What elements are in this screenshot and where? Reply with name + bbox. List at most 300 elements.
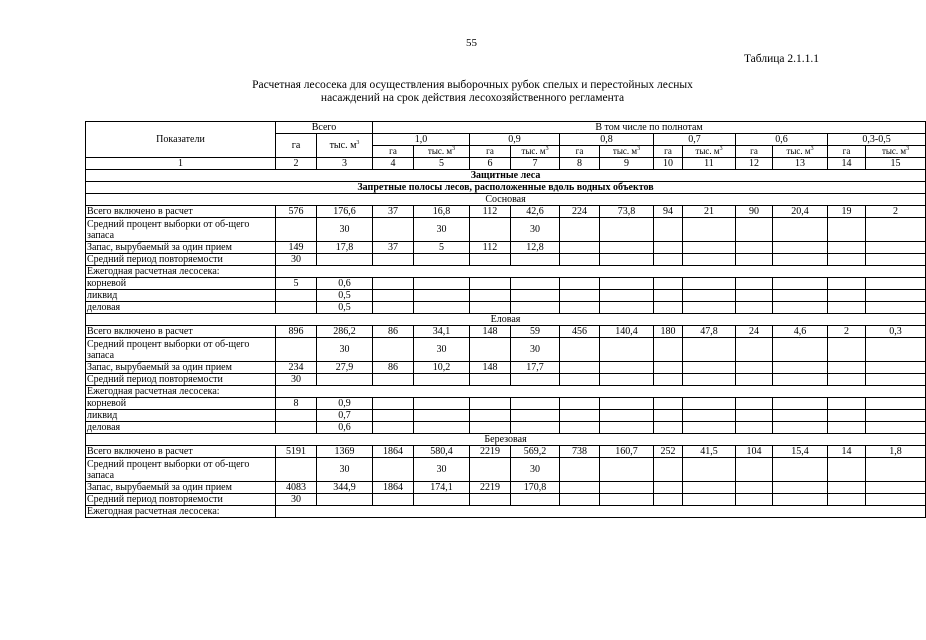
table-cell [736,458,773,482]
table-cell: 37 [373,206,414,218]
table-cell [373,422,414,434]
column-number: 15 [866,158,926,170]
table-cell [276,290,317,302]
row-label: корневой [86,398,276,410]
table-cell [600,410,654,422]
table-cell [414,278,470,290]
table-cell [373,494,414,506]
table-cell [317,494,373,506]
row-label: Запас, вырубаемый за один прием [86,362,276,374]
table-cell [654,338,683,362]
table-cell [828,494,866,506]
table-cell [828,290,866,302]
table-cell: 1369 [317,446,373,458]
table-cell [866,458,926,482]
table-cell: 10,2 [414,362,470,374]
table-cell [683,410,736,422]
column-number: 2 [276,158,317,170]
header-unit-ha: га [736,146,773,158]
table-cell: 30 [276,494,317,506]
header-indicators: Показатели [86,122,276,158]
table-cell [773,338,828,362]
table-cell [736,338,773,362]
table-cell: 42,6 [511,206,560,218]
table-cell: 896 [276,326,317,338]
table-cell: 2219 [470,482,511,494]
table-cell: 148 [470,326,511,338]
table-cell [373,458,414,482]
row-label: Средний период повторяемости [86,374,276,386]
row-label: Средний процент выборки от об-щего запаса [86,218,276,242]
table-cell [560,398,600,410]
table-cell: 104 [736,446,773,458]
table-cell [773,410,828,422]
table-cell [866,302,926,314]
species-group-title-row [86,194,926,206]
table-cell [560,254,600,266]
table-cell: 4,6 [773,326,828,338]
table-cell [600,290,654,302]
table-cell [683,398,736,410]
table-cell: 2 [828,326,866,338]
table-cell: 73,8 [600,206,654,218]
table-cell [773,374,828,386]
table-row [86,386,926,398]
table-cell: 1864 [373,482,414,494]
table-cell: 5 [414,242,470,254]
title-line-2: насаждений на срок действия лесохозяйственного регламента [320,92,625,104]
table-cell [736,362,773,374]
table-cell [654,290,683,302]
table-cell: 252 [654,446,683,458]
table-cell: 738 [560,446,600,458]
column-number: 9 [600,158,654,170]
table-cell [470,338,511,362]
table-row [86,458,926,482]
table-cell [600,278,654,290]
table-cell [600,242,654,254]
header-unit-ha: га [373,146,414,158]
table-row [86,506,926,518]
table-row [86,374,926,386]
table-cell [511,398,560,410]
table-cell [414,290,470,302]
table-cell [470,410,511,422]
table-cell [654,242,683,254]
header-total-tm3: тыс. $м^3$ [317,134,373,158]
column-number: 11 [683,158,736,170]
column-number: 1 [86,158,276,170]
table-cell [511,278,560,290]
table-cell [470,218,511,242]
table-cell [560,482,600,494]
table-cell [736,422,773,434]
table-cell [317,254,373,266]
table-cell [828,458,866,482]
table-cell [600,374,654,386]
table-row [86,338,926,362]
table-cell [373,218,414,242]
table-cell [683,374,736,386]
table-cell [470,302,511,314]
header-unit-tm3: тыс. $м^3$ [414,146,470,158]
row-label: Средний период повторяемости [86,494,276,506]
header-unit-ha: га [560,146,600,158]
table-cell: 0,5 [317,302,373,314]
header-density: 0,9 [470,134,560,146]
table-cell [773,494,828,506]
table-cell [866,422,926,434]
table-cell [470,422,511,434]
table-cell [560,302,600,314]
empty-span-cell [276,386,926,398]
table-cell: 94 [654,206,683,218]
table-cell [560,290,600,302]
table-cell: 2219 [470,446,511,458]
table-cell [414,410,470,422]
row-label: Всего включено в расчет [86,326,276,338]
row-label: корневой [86,278,276,290]
table-cell [276,458,317,482]
row-label: Ежегодная расчетная лесосека: [86,266,276,278]
table-cell: 5191 [276,446,317,458]
table-cell [773,302,828,314]
table-cell [470,254,511,266]
table-cell [683,458,736,482]
table-cell [773,242,828,254]
table-row [86,266,926,278]
table-row [86,494,926,506]
row-label: Запас, вырубаемый за один прием [86,242,276,254]
table-cell [373,302,414,314]
table-cell: 160,7 [600,446,654,458]
table-cell [828,254,866,266]
header-density: 0,8 [560,134,654,146]
table-cell [414,302,470,314]
table-cell [736,482,773,494]
column-number: 7 [511,158,560,170]
header-by-density: В том числе по полнотам [373,122,926,134]
table-cell [866,374,926,386]
table-cell [866,410,926,422]
header-unit-tm3: тыс. $м^3$ [866,146,926,158]
table-cell: 47,8 [683,326,736,338]
table-cell: 16,8 [414,206,470,218]
table-cell: 90 [736,206,773,218]
table-cell [773,422,828,434]
table-cell [470,398,511,410]
table-title [120,79,825,105]
header-total-ha: га [276,134,317,158]
table-cell [828,422,866,434]
table-cell [373,338,414,362]
table-cell [828,482,866,494]
table-cell [560,218,600,242]
table-cell: 30 [317,218,373,242]
table-cell [736,374,773,386]
table-row [86,326,926,338]
table-row [86,410,926,422]
table-cell [600,422,654,434]
table-cell [560,374,600,386]
table-cell: 112 [470,206,511,218]
header-unit-ha: га [828,146,866,158]
table-cell [866,494,926,506]
table-cell [828,278,866,290]
table-cell: 224 [560,206,600,218]
row-label: ликвид [86,290,276,302]
table-cell: 112 [470,242,511,254]
table-cell: 1,8 [866,446,926,458]
table-cell [373,278,414,290]
table-cell [773,482,828,494]
table-cell [773,398,828,410]
table-cell: 30 [511,218,560,242]
table-cell [773,290,828,302]
table-cell: 30 [414,338,470,362]
table-cell [470,374,511,386]
row-label: Средний период повторяемости [86,254,276,266]
table-cell: 86 [373,362,414,374]
table-cell [866,242,926,254]
row-label: Всего включено в расчет [86,446,276,458]
table-cell [511,410,560,422]
table-cell: 5 [276,278,317,290]
table-row [86,302,926,314]
table-cell [560,242,600,254]
subsection-title-row [86,182,926,194]
table-cell [414,398,470,410]
section-title: Защитные леса [86,170,926,182]
page-number: 55 [466,37,477,49]
table-cell [511,374,560,386]
table-cell: 580,4 [414,446,470,458]
table-cell: 170,8 [511,482,560,494]
table-row [86,206,926,218]
table-cell: 19 [828,206,866,218]
row-label: деловая [86,422,276,434]
table-row [86,422,926,434]
column-number: 14 [828,158,866,170]
table-cell [736,242,773,254]
table-cell [654,302,683,314]
table-cell: 12,8 [511,242,560,254]
table-cell: 14 [828,446,866,458]
table-row [86,446,926,458]
table-cell: 149 [276,242,317,254]
table-cell: 344,9 [317,482,373,494]
table-cell [773,278,828,290]
row-label: деловая [86,302,276,314]
table-cell: 0,6 [317,422,373,434]
table-cell [511,422,560,434]
column-number: 5 [414,158,470,170]
column-number: 4 [373,158,414,170]
table-cell [773,254,828,266]
table-cell: 21 [683,206,736,218]
table-cell: 0,5 [317,290,373,302]
table-cell: 569,2 [511,446,560,458]
table-cell [654,398,683,410]
species-group-title: Сосновая [86,194,926,206]
table-cell: 30 [511,338,560,362]
row-label: Запас, вырубаемый за один прием [86,482,276,494]
table-cell [600,458,654,482]
table-cell: 2 [866,206,926,218]
table-cell: 234 [276,362,317,374]
table-cell [373,398,414,410]
table-cell: 30 [276,254,317,266]
table-cell [511,254,560,266]
table-row [86,362,926,374]
header-density: 0,6 [736,134,828,146]
table-cell [683,278,736,290]
table-cell [276,422,317,434]
table-cell [600,362,654,374]
table-cell [373,254,414,266]
empty-span-cell [276,266,926,278]
column-number: 10 [654,158,683,170]
table-label: Таблица 2.1.1.1 [743,53,819,65]
table-cell: 27,9 [317,362,373,374]
table-cell [736,302,773,314]
table-row [86,290,926,302]
table-cell [470,458,511,482]
table-cell [560,458,600,482]
table-cell [470,494,511,506]
table-row [86,218,926,242]
table-cell [414,494,470,506]
table-cell: 8 [276,398,317,410]
table-cell [414,254,470,266]
row-label: Средний процент выборки от об-щего запаса [86,458,276,482]
table-cell [373,290,414,302]
row-label: ликвид [86,410,276,422]
table-cell [736,290,773,302]
table-cell [600,482,654,494]
table-cell: 576 [276,206,317,218]
table-cell [866,218,926,242]
table-cell [866,278,926,290]
table-cell [736,218,773,242]
table-cell [683,362,736,374]
table-cell: 30 [414,218,470,242]
table-cell [414,422,470,434]
table-cell [866,482,926,494]
subsection-title: Запретные полосы лесов, расположенные вдоль водных объектов [86,182,926,194]
table-row [86,254,926,266]
row-label: Средний процент выборки от об-щего запаса [86,338,276,362]
table-cell [600,494,654,506]
table-cell [276,218,317,242]
table-cell [600,398,654,410]
table-cell [683,494,736,506]
table-cell: 24 [736,326,773,338]
table-cell [654,458,683,482]
species-group-title: Еловая [86,314,926,326]
table-cell [736,278,773,290]
title-line-1: Расчетная лесосека для осуществления выборочных рубок спелых и перестойных лесных [252,79,693,91]
table-cell [654,482,683,494]
table-cell [654,278,683,290]
table-cell [560,362,600,374]
table-cell [560,494,600,506]
table-cell [683,422,736,434]
table-cell: 176,6 [317,206,373,218]
table-cell: 174,1 [414,482,470,494]
table-row [86,398,926,410]
table-cell [511,290,560,302]
row-label: Ежегодная расчетная лесосека: [86,386,276,398]
table-cell [600,218,654,242]
table-cell [828,374,866,386]
table-cell: 456 [560,326,600,338]
table-cell: 34,1 [414,326,470,338]
table-cell [276,410,317,422]
table-cell [736,410,773,422]
table-cell [683,482,736,494]
table-cell [683,254,736,266]
table-cell [828,398,866,410]
table-cell [414,374,470,386]
species-group-title: Березовая [86,434,926,446]
header-density: 1,0 [373,134,470,146]
table-cell [683,302,736,314]
section-title-row [86,170,926,182]
table-cell [470,290,511,302]
table-cell [373,374,414,386]
table-cell: 140,4 [600,326,654,338]
table-cell [773,362,828,374]
header-unit-tm3: тыс. $м^3$ [600,146,654,158]
table-cell: 0,3 [866,326,926,338]
table-cell: 86 [373,326,414,338]
table-cell [654,410,683,422]
table-cell [654,422,683,434]
column-number: 3 [317,158,373,170]
column-number: 6 [470,158,511,170]
header-unit-ha: га [654,146,683,158]
species-group-title-row [86,314,926,326]
table-body [86,170,926,518]
table-cell [773,218,828,242]
table-row [86,278,926,290]
header-unit-tm3: тыс. $м^3$ [683,146,736,158]
species-group-title-row [86,434,926,446]
table-cell [828,218,866,242]
table-cell: 30 [414,458,470,482]
table-cell [560,410,600,422]
table-cell [866,362,926,374]
header-density: 0,3-0,5 [828,134,926,146]
table-cell: 30 [276,374,317,386]
table-cell [736,254,773,266]
table-cell: 0,7 [317,410,373,422]
table-cell [736,494,773,506]
table-cell [683,218,736,242]
table-cell [654,254,683,266]
table-cell: 1864 [373,446,414,458]
table-row [86,482,926,494]
table-cell: 17,8 [317,242,373,254]
table-cell: 30 [317,458,373,482]
table-cell [560,278,600,290]
table-cell [600,338,654,362]
table-cell: 30 [317,338,373,362]
header-unit-ha: га [470,146,511,158]
table-cell [654,362,683,374]
table-cell [560,338,600,362]
